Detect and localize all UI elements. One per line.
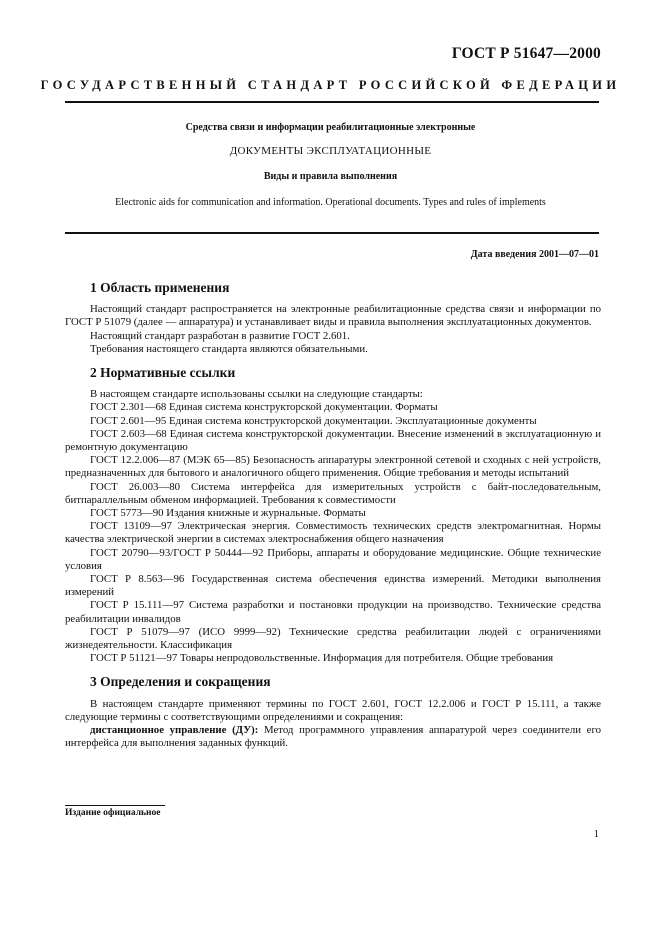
introduction-date: Дата введения 2001—07—01 <box>470 249 599 260</box>
state-standard-banner: ГОСУДАРСТВЕННЫЙ СТАНДАРТ РОССИЙСКОЙ ФЕДЕРАЦИИ <box>40 78 621 92</box>
section-2-heading: 2 Нормативные ссылки <box>90 365 236 381</box>
reference-item: ГОСТ Р 8.563—96 Государственная система обеспечения единства измерений. Методики выполнения измерений <box>65 573 601 599</box>
footer-divider <box>65 805 165 806</box>
section-3-heading: 3 Определения и сокращения <box>90 674 271 690</box>
title-subtitle: Виды и правила выполнения <box>263 171 398 182</box>
english-title: Electronic aids for communication and information. Operational documents. Types and rules of implements <box>115 197 546 208</box>
reference-item: ГОСТ Р 51079—97 (ИСО 9999—92) Технические средства реабилитации людей с ограничениями жизнедеятельности. Классификация <box>65 625 601 652</box>
reference-item: ГОСТ 2.601—95 Единая система конструкторской документации. Эксплуатационные документы <box>90 414 537 427</box>
section-3-paragraph: В настоящем стандарте применяют термины по ГОСТ 2.601, ГОСТ 12.2.006 и ГОСТ Р 15.111, а также следующие термины с соответствующими определениями и сокращения: <box>65 697 601 723</box>
edition-label: Издание официальное <box>65 808 161 818</box>
reference-item: ГОСТ 12.2.006—87 (МЭК 65—85) Безопасность аппаратуры электронной сетевой и сходных с ней устройств, предназначенных для бытового и аналогичного общего применения. Общие требования и методы испытаний <box>65 454 601 480</box>
document-title: ДОКУМЕНТЫ ЭКСПЛУАТАЦИОННЫЕ <box>229 145 432 157</box>
definition-paragraph <box>65 724 601 750</box>
title-line-1: Средства связи и информации реабилитационные электронные <box>185 122 476 133</box>
reference-item: ГОСТ Р 15.111—97 Система разработки и постановки продукции на производство. Технические средства реабилитации инвалидов <box>65 599 601 625</box>
definition-term: дистанционное управление (ДУ): <box>90 724 259 737</box>
reference-item: ГОСТ 26.003—80 Система интерфейса для измерительных устройств с байт-последовательным, битпараллельным обменом информацией. Требования к совместимости <box>65 480 601 506</box>
reference-item: ГОСТ 2.603—68 Единая система конструкторской документации. Внесение изменений в эксплуатационную и ремонтную документацию <box>65 427 601 454</box>
document-number: ГОСТ Р 51647—2000 <box>451 45 601 62</box>
section-1-paragraph: Настоящий стандарт распространяется на электронные реабилитационные средства связи и информации по ГОСТ Р 51079 (далее — аппаратура) и устанавливает виды и правила выполнения эксплуатационных документов. <box>65 303 601 329</box>
reference-item: ГОСТ 5773—90 Издания книжные и журнальные. Форматы <box>90 507 366 520</box>
document-body <box>65 281 601 751</box>
section-1-heading: 1 Область применения <box>90 280 230 295</box>
section-2-paragraph: В настоящем стандарте использованы ссылки на следующие стандарты: <box>90 388 423 401</box>
section-1-paragraph: Требования настоящего стандарта являются обязательными. <box>90 342 368 355</box>
reference-item: ГОСТ Р 51121—97 Товары непродовольственные. Информация для потребителя. Общие требования <box>90 652 554 665</box>
page-number: 1 <box>593 829 599 840</box>
reference-item: ГОСТ 13109—97 Электрическая энергия. Совместимость технических средств электромагнитная. Нормы качества электрической энергии в системах электроснабжения общего назначения <box>65 520 601 546</box>
reference-item: ГОСТ 2.301—68 Единая система конструкторской документации. Форматы <box>90 401 438 414</box>
top-divider <box>65 101 599 103</box>
reference-item: ГОСТ 20790—93/ГОСТ Р 50444—92 Приборы, аппараты и оборудование медицинские. Общие технические условия <box>65 546 601 572</box>
middle-divider <box>65 232 599 234</box>
definition-text: Метод программного управления аппаратурой через соединители его интерфейса для выполнения заданных функций. <box>65 724 601 750</box>
section-1-paragraph: Настоящий стандарт разработан в развитие ГОСТ 2.601. <box>90 329 350 342</box>
